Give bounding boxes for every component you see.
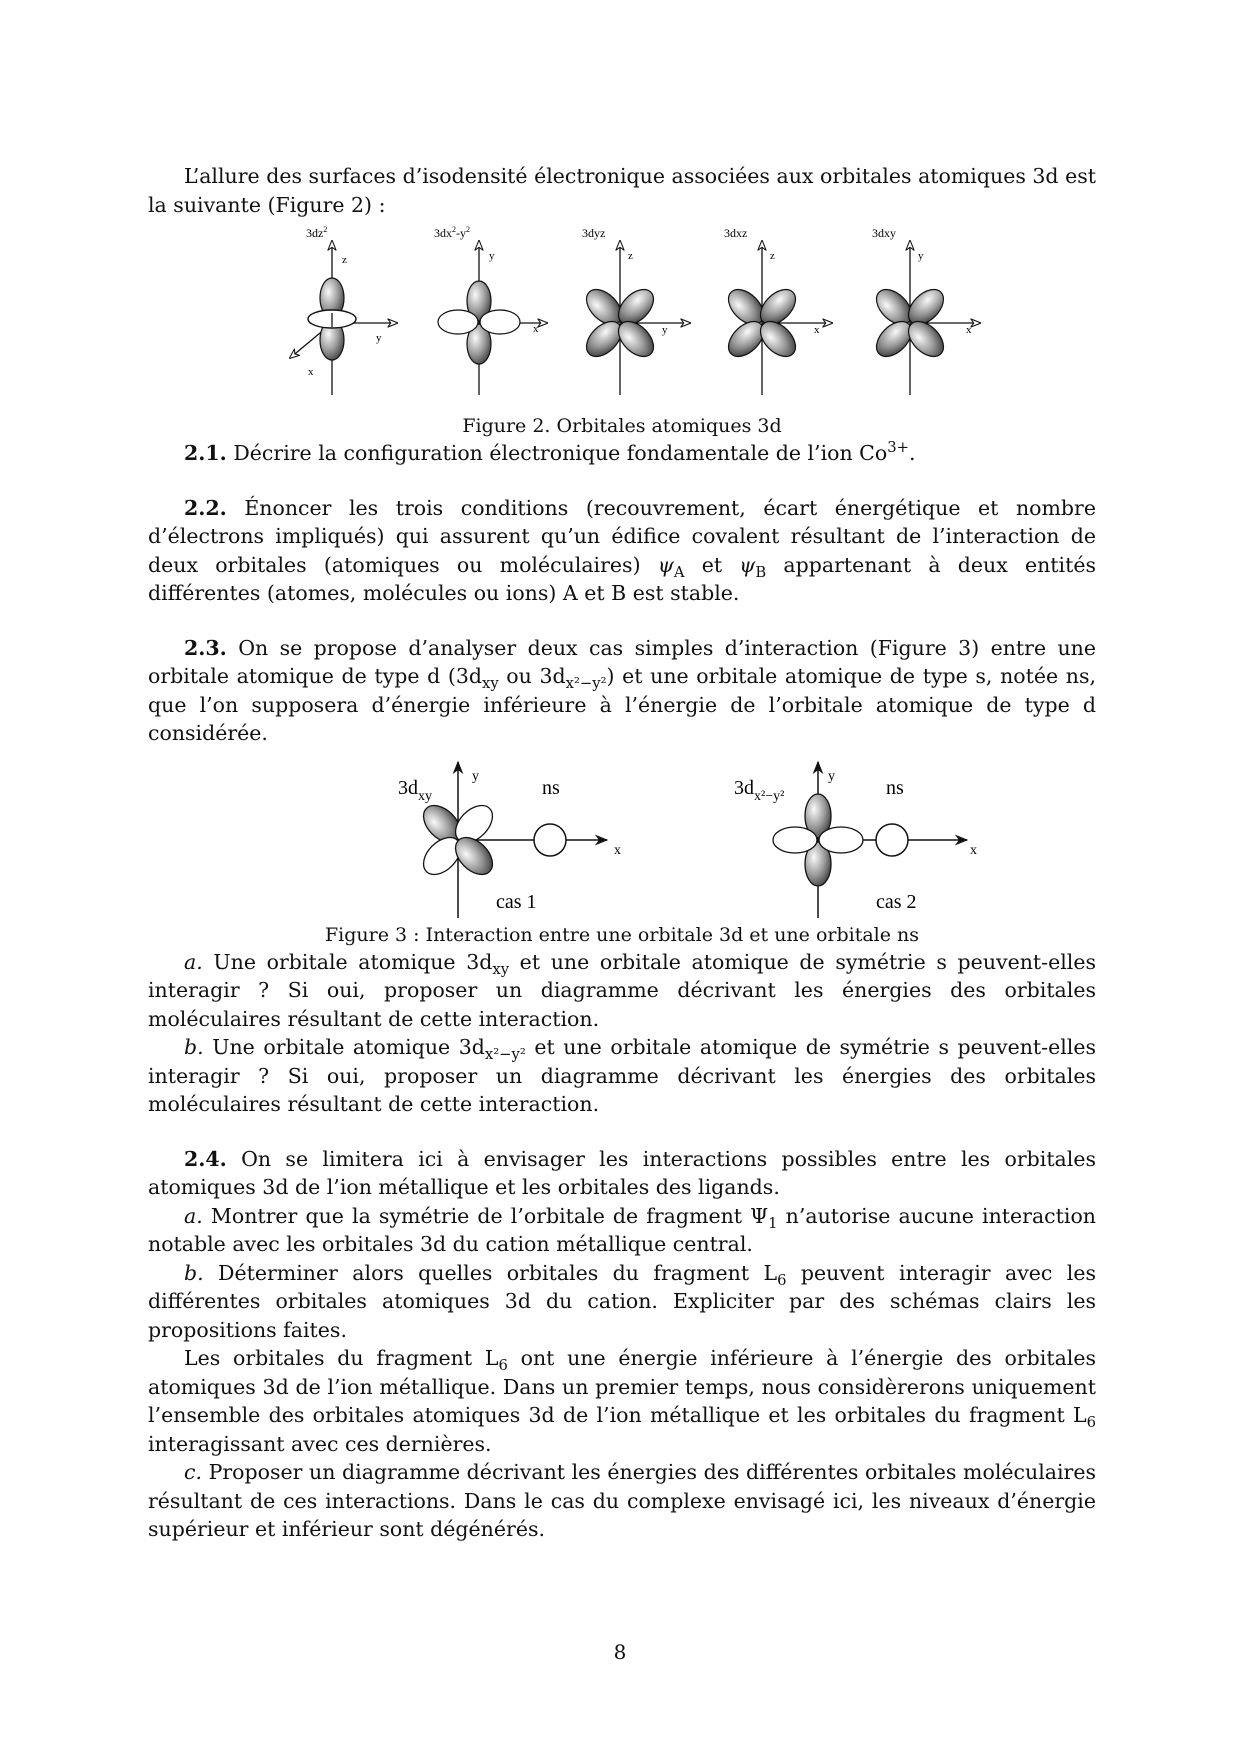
- question-2-3: 2.3. On se propose d’analyser deux cas simples d’interaction (Figure 3) entre une orbitale atomique de type d ($3d_{xy}$ ou $3d_{x^2-y^2}$) et une orbitale atomique de type s, notée ns, que l’on supposera d’énergie inférieure à l’énergie de l’orbitale atomique de type d considérée.: [148, 635, 1096, 745]
- question-2-3-b: b. Une orbitale atomique $3d_{x^2-y^2}$ et une orbitale atomique de symétrie s peuvent-elles interagir ? Si oui, proposer un diagramme décrivant les énergies des orbitales moléculaires résultant de cette interaction.: [148, 1035, 1096, 1116]
- question-2-4-a: a. Montrer que la symétrie de l’orbitale de fragment $\Psi_1$ n’autorise aucune interaction notable avec les orbitales 3d du cation métallique central.: [148, 1203, 1097, 1256]
- orbital-3dx2-y2: [434, 225, 547, 395]
- case1-d-label: $3d_{xy}$: [398, 776, 432, 804]
- orbital-label-3dxz: 3dxz: [724, 226, 748, 240]
- svg-text:z: z: [342, 254, 347, 266]
- case2-d-label: $3d_{x^2-y^2}$: [734, 776, 785, 804]
- figure-3-case-1: [398, 762, 621, 918]
- question-2-3-a: a. Une orbitale atomique $3d_{xy}$ et une orbitale atomique de symétrie s peuvent-elles interagir ? Si oui, proposer un diagramme décrivant les énergies des orbitales moléculaires résultant de cette interaction.: [148, 949, 1096, 1031]
- svg-text:x: x: [970, 842, 977, 858]
- question-2-2: 2.2. Énoncer les trois conditions (recouvrement, écart énergétique et nombre d’électrons impliqués) qui assurent qu’un édifice covalent résultant de l’interaction de deux orbitales (atomiques ou moléculaires) $\psi_A$ et $\psi_B$ appartenant à deux entités différentes (atomes, molécules ou ions) A et B est stable.: [148, 495, 1096, 605]
- svg-text:y: y: [376, 332, 382, 344]
- question-2-1: 2.1. Décrire la configuration électronique fondamentale de l’ion $Co^{3+}$.: [184, 439, 916, 465]
- page-number: 8: [613, 1640, 627, 1664]
- svg-text:x: x: [533, 323, 539, 335]
- ns-orbital-case1: [534, 824, 566, 856]
- question-2-4-b: b. Déterminer alors quelles orbitales du fragment $L_6$ peuvent interagir avec les différentes orbitales atomiques 3d du cation. Expliciter par des schémas clairs les propositions faites.: [148, 1260, 1096, 1342]
- intro-paragraph: L’allure des surfaces d’isodensité électronique associées aux orbitales atomiques 3d est la suivante (Figure 2) :: [148, 164, 1096, 217]
- question-2-4: 2.4. On se limitera ici à envisager les interactions possibles entre les orbitales atomiques 3d de l’ion métallique et les orbitales des ligands.: [148, 1146, 1096, 1199]
- case-1-label: cas 1: [496, 890, 537, 913]
- svg-text:z: z: [770, 250, 775, 262]
- figure-3-interaction: [262, 758, 982, 918]
- figure-2-caption: Figure 2. Orbitales atomiques 3d: [462, 415, 782, 437]
- svg-text:x: x: [614, 842, 621, 858]
- svg-text:ns: ns: [542, 776, 560, 799]
- svg-text:y: y: [662, 324, 668, 336]
- paragraph-l6: Les orbitales du fragment $L_6$ ont une énergie inférieure à l’énergie des orbitales atomiques 3d de l’ion métallique. Dans un premier temps, nous considèrerons uniquement l’ensemble des orbitales atomiques 3d de l’ion métallique et les orbitales du fragment $L_6$ interagissant avec ces dernières.: [148, 1346, 1096, 1456]
- question-2-4-c: c. Proposer un diagramme décrivant les énergies des différentes orbitales moléculaires résultant de ces interactions. Dans le cas du complexe envisagé ici, les niveaux d’énergie supérieur et inférieur sont dégénérés.: [148, 1460, 1096, 1541]
- orbital-label-3dx2-y2: $3dx^2-y^2$: [434, 225, 470, 240]
- page-content: [148, 162, 1096, 1544]
- orbital-label-3dxy: 3dxy: [872, 226, 896, 240]
- orbital-label-3dyz: 3dyz: [582, 226, 606, 240]
- figure-3-caption: Figure 3 : Interaction entre une orbitale 3d et une orbitale ns: [324, 923, 920, 946]
- orbital-label-3dz2: $3dz^2$: [306, 225, 328, 240]
- orbital-3dyz: [580, 226, 690, 395]
- svg-text:ns: ns: [886, 776, 904, 799]
- orbital-3dxz: [722, 226, 832, 395]
- svg-text:x: x: [966, 324, 972, 336]
- figure-3-case-2: [734, 762, 977, 918]
- orbital-3dz2: [290, 225, 397, 395]
- svg-text:x: x: [814, 324, 820, 336]
- figure-2-orbitals: [262, 223, 982, 413]
- svg-text:x: x: [308, 366, 314, 378]
- case-2-label: cas 2: [876, 890, 917, 913]
- svg-text:y: y: [918, 250, 924, 262]
- svg-text:y: y: [472, 768, 479, 784]
- svg-text:y: y: [828, 768, 835, 784]
- svg-text:z: z: [628, 250, 633, 262]
- ns-orbital-case2: [876, 824, 908, 856]
- svg-text:y: y: [489, 250, 495, 262]
- orbital-3dxy: [870, 226, 980, 395]
